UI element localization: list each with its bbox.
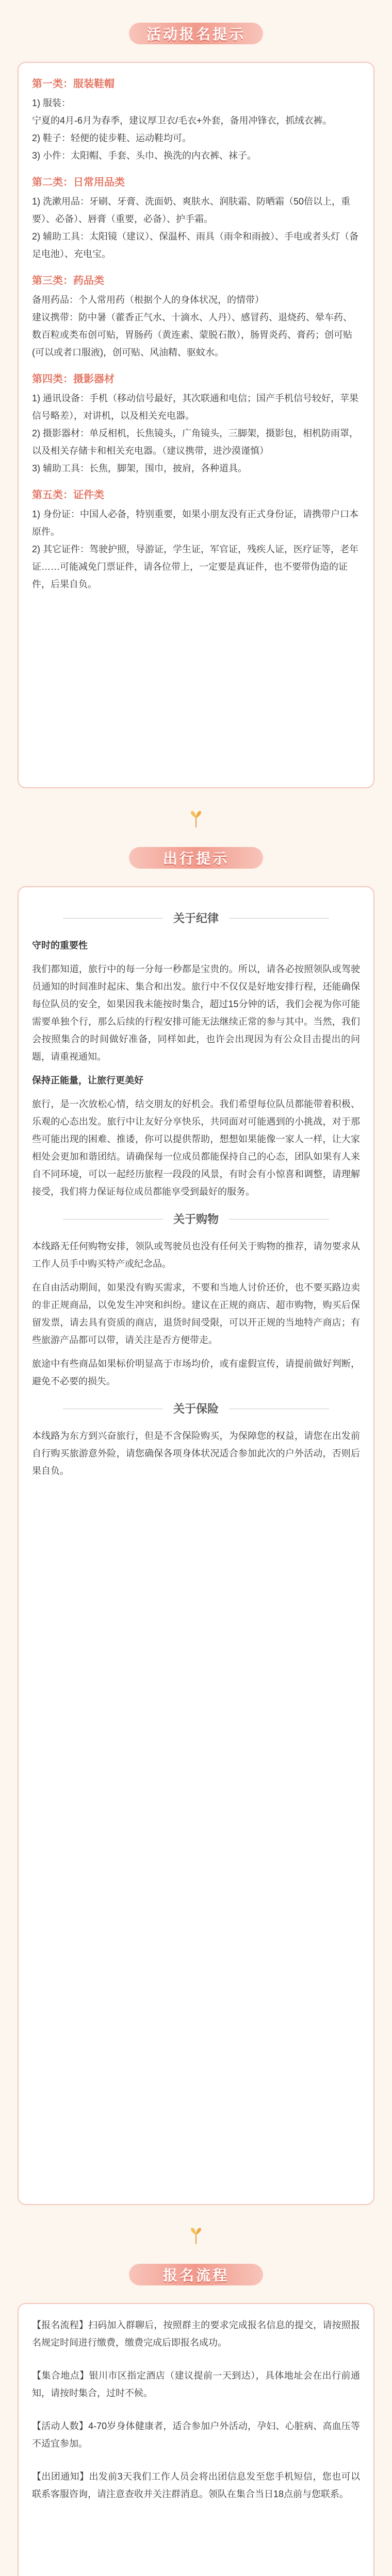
- safety-paragraph: 旅行，是一次放松心情，结交朋友的好机会。我们希望每位队员都能带着积极、乐观的心态出发。旅行中让友好分享快乐，共同面对可能遇到的小挑战，对于那些可能出现的困难、推诿，你可以提供帮助，想想如果能像一家人一样，让大家相处会更加和谐团结。请确保每一位成员都能保持自己的心态，团队如果有人来自不同环境，可以一起经历旅程一段段的风景，有时会有小惊喜和调整，请理解接受，我们将力保证每位成员都能享受到最好的服务。: [32, 1099, 360, 1197]
- shop-p2: 在自由活动期间，如果没有购买需求，不要和当地人讨价还价，也不要买路边卖的非正规商品，以免发生冲突和纠纷。建议在正规的商店、超市购物，购买后保留发票，请去具有资质的商店，退货时间受限，可以开正规的当地特产商店；有些旅游产品都可以带，请关注是否方便带走。: [32, 1282, 360, 1345]
- group3-line: 备用药品：个人常用药（根据个人的身体状况，的情带）: [32, 295, 264, 305]
- register-banner: [129, 2257, 263, 2293]
- shopping-heading: 关于购物: [32, 1208, 360, 1230]
- group4-line: 2) 摄影器材：单反相机，长焦镜头，广角镜头，三脚架，摄影包，相机防雨罩，以及相关存储卡和相关充电器。（建议携带，进沙漠谨慎）: [32, 428, 359, 456]
- group2-line: 2) 辅助工具：太阳镜（建议）、保温杯、雨具（雨伞和雨披）、手电或者头灯（备足电池）、充电宝。: [32, 231, 359, 259]
- group5-title: 第五类：证件类: [32, 489, 104, 501]
- insurance-heading: 关于保险: [32, 1397, 360, 1420]
- register-line: 【集合地点】银川市区指定酒店（建议提前一天到达），具体地址会在出行前通知，请按时集合，过时不候。: [32, 2370, 360, 2398]
- group1-line: 3) 小件：太阳帽、手套、头巾、换洗的内衣裤、袜子。: [32, 150, 257, 161]
- shop-p1: 本线路无任何购物安排，领队或驾驶员也没有任何关于购物的推荐，请勿要求从工作人员手中购买特产或纪念品。: [32, 1241, 360, 1269]
- group4-line: 1) 通讯设备：手机（移动信号最好，其次联通和电信；国产手机信号较好，苹果信号略差），对讲机，以及相关充电器。: [32, 393, 359, 421]
- group1-line: 1) 服装：: [32, 98, 71, 108]
- register-line: 【出团通知】出发前3天我们工作人员会将出团信息发至您手机短信，您也可以联系客服咨询，请注意查收并关注群消息。领队在集合当日18点前与您联系。: [32, 2471, 360, 2499]
- group5-line: 2) 其它证件：驾驶护照，导游证，学生证，军官证，残疾人证，医疗证等，老年证……可能减免门票证件，请各位带上，一定要是真证件，也不要带伪造的证件，后果自负。: [32, 544, 359, 589]
- tips-banner: [129, 15, 263, 52]
- travel-title: 出行提示: [162, 850, 229, 867]
- group1-line: 宁夏的4月-6月为春季，建议厚卫衣/毛衣+外套，备用冲锋衣，抓绒衣裤。: [32, 115, 332, 126]
- safety-subtitle: 保持正能量，让旅行更美好: [32, 1075, 143, 1086]
- sprout-icon: [186, 809, 206, 829]
- shop-p3: 旅途中有些商品如果标价明显高于市场均价，或有虚假宣传，请提前做好判断，避免不必要的损失。: [32, 1359, 360, 1386]
- time-subtitle: 守时的重要性: [32, 940, 88, 951]
- group1-title: 第一类：服装鞋帽: [32, 78, 115, 90]
- discipline-heading: 关于纪律: [32, 907, 360, 929]
- register-line: 【报名流程】扫码加入群聊后，按照群主的要求完成报名信息的提交，请按照报名规定时间进行缴费，缴费完成后即报名成功。: [32, 2320, 360, 2348]
- group4-line: 3) 辅助工具：长焦，脚架，围巾，披肩，各种道具。: [32, 463, 248, 473]
- time-paragraph: 我们都知道，旅行中的每一分每一秒都是宝贵的。所以，请各必按照领队或驾驶员通知的时间准时起床、集合和出发。旅行中不仅仅是好地安排行程，还能确保每位队员的安全，如果因我未能按时集合，超过15分钟的话，我们会视为你可能需要单独个行，那么后续的行程安排可能无法继续正常的参与其中。当然，我们会按照集合的时间做好准备，同样如此，也许会出现因为有公众目击提出的问题，请重视通知。: [32, 964, 360, 1062]
- group4-title: 第四类：摄影器材: [32, 374, 115, 385]
- register-title: 报名流程: [162, 2267, 229, 2284]
- travel-banner: [129, 840, 263, 876]
- insurance-paragraph: 本线路为东方到兴奋旅行，但是不含保险购买，为保障您的权益，请您在出发前自行购买旅游意外险，请您确保各项身体状况适合参加此次的户外活动，否则后果自负。: [32, 1431, 360, 1476]
- group3-title: 第三类：药品类: [32, 275, 104, 286]
- sprout-icon: [186, 2226, 206, 2246]
- group5-line: 1) 身份证：中国人必备，特别重要，如果小朋友没有正式身份证，请携带户口本原件。: [32, 509, 359, 537]
- tips-title: 活动报名提示: [146, 26, 246, 43]
- register-line: 【活动人数】4-70岁身体健康者，适合参加户外活动，孕妇、心脏病、高血压等不适宜参加。: [32, 2421, 360, 2449]
- register-card: [18, 2303, 374, 2576]
- travel-card: [18, 886, 374, 2205]
- group1-line: 2) 鞋子：轻便的徒步鞋、运动鞋均可。: [32, 133, 192, 143]
- group2-title: 第二类：日常用品类: [32, 177, 125, 188]
- group3-line: 建议携带：防中暑（藿香正气水、十滴水、人丹）、感冒药、退烧药、晕车药、数百粒或类布创可贴，胃肠药（黄连素、蒙脱石散），肠胃炎药、膏药；创可贴(可以或者口服液)，创可贴、风油精、驱蚊水。: [32, 312, 352, 358]
- tips-card: [18, 62, 374, 788]
- group2-line: 1) 洗漱用品：牙刷、牙膏、洗面奶、爽肤水、润肤霜、防晒霜（50倍以上，重要）、必备）、唇膏（重要，必备）、护手霜。: [32, 196, 351, 224]
